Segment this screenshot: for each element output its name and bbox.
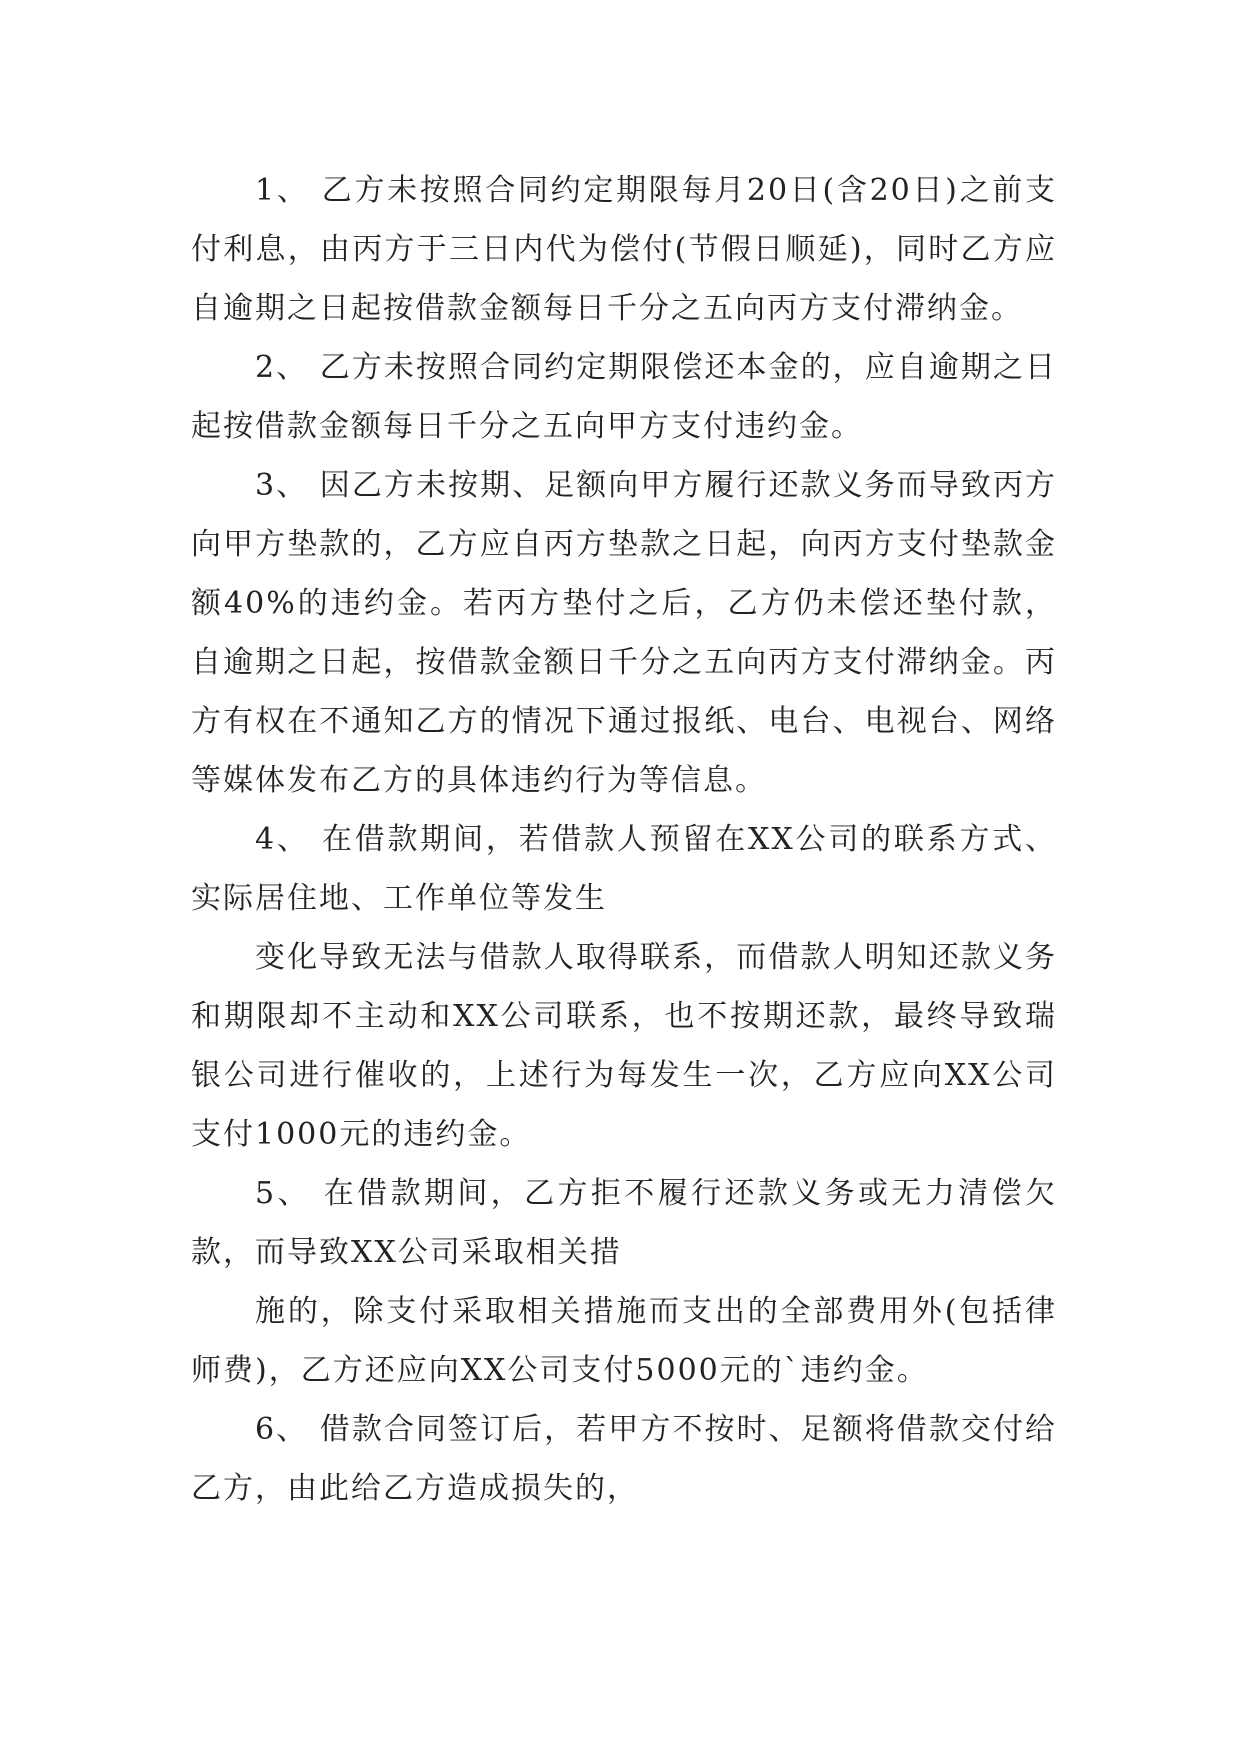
paragraph-2: 2、 乙方未按照合同约定期限偿还本金的，应自逾期之日起按借款金额每日千分之五向甲方支付违约金。 xyxy=(191,350,1057,444)
paragraph-1: 1、 乙方未按照合同约定期限每月20日(含20日)之前支付利息，由丙方于三日内代为偿付(节假日顺延)，同时乙方应自逾期之日起按借款金额每日千分之五向丙方支付滞纳金。 xyxy=(191,173,1057,326)
paragraph-4-continued: 变化导致无法与借款人取得联系，而借款人明知还款义务和期限却不主动和XX公司联系，也不按期还款，最终导致瑞银公司进行催收的，上述行为每发生一次，乙方应向XX公司支付1000元的违约金。 xyxy=(191,940,1057,1152)
paragraph-3: 3、 因乙方未按期、足额向甲方履行还款义务而导致丙方向甲方垫款的，乙方应自丙方垫款之日起，向丙方支付垫款金额40%的违约金。若丙方垫付之后，乙方仍未偿还垫付款，自逾期之日起，按借款金额日千分之五向丙方支付滞纳金。丙方有权在不通知乙方的情况下通过报纸、电台、电视台、网络等媒体发布乙方的具体违约行为等信息。 xyxy=(191,468,1057,798)
document-body xyxy=(191,161,1057,1518)
paragraph-6: 6、 借款合同签订后，若甲方不按时、足额将借款交付给乙方，由此给乙方造成损失的， xyxy=(191,1412,1057,1506)
paragraph-5-continued: 施的，除支付采取相关措施而支出的全部费用外(包括律师费)，乙方还应向XX公司支付5000元的`违约金。 xyxy=(191,1294,1057,1388)
paragraph-4: 4、 在借款期间，若借款人预留在XX公司的联系方式、实际居住地、工作单位等发生 xyxy=(191,822,1057,916)
paragraph-5: 5、 在借款期间，乙方拒不履行还款义务或无力清偿欠款，而导致XX公司采取相关措 xyxy=(191,1176,1057,1270)
